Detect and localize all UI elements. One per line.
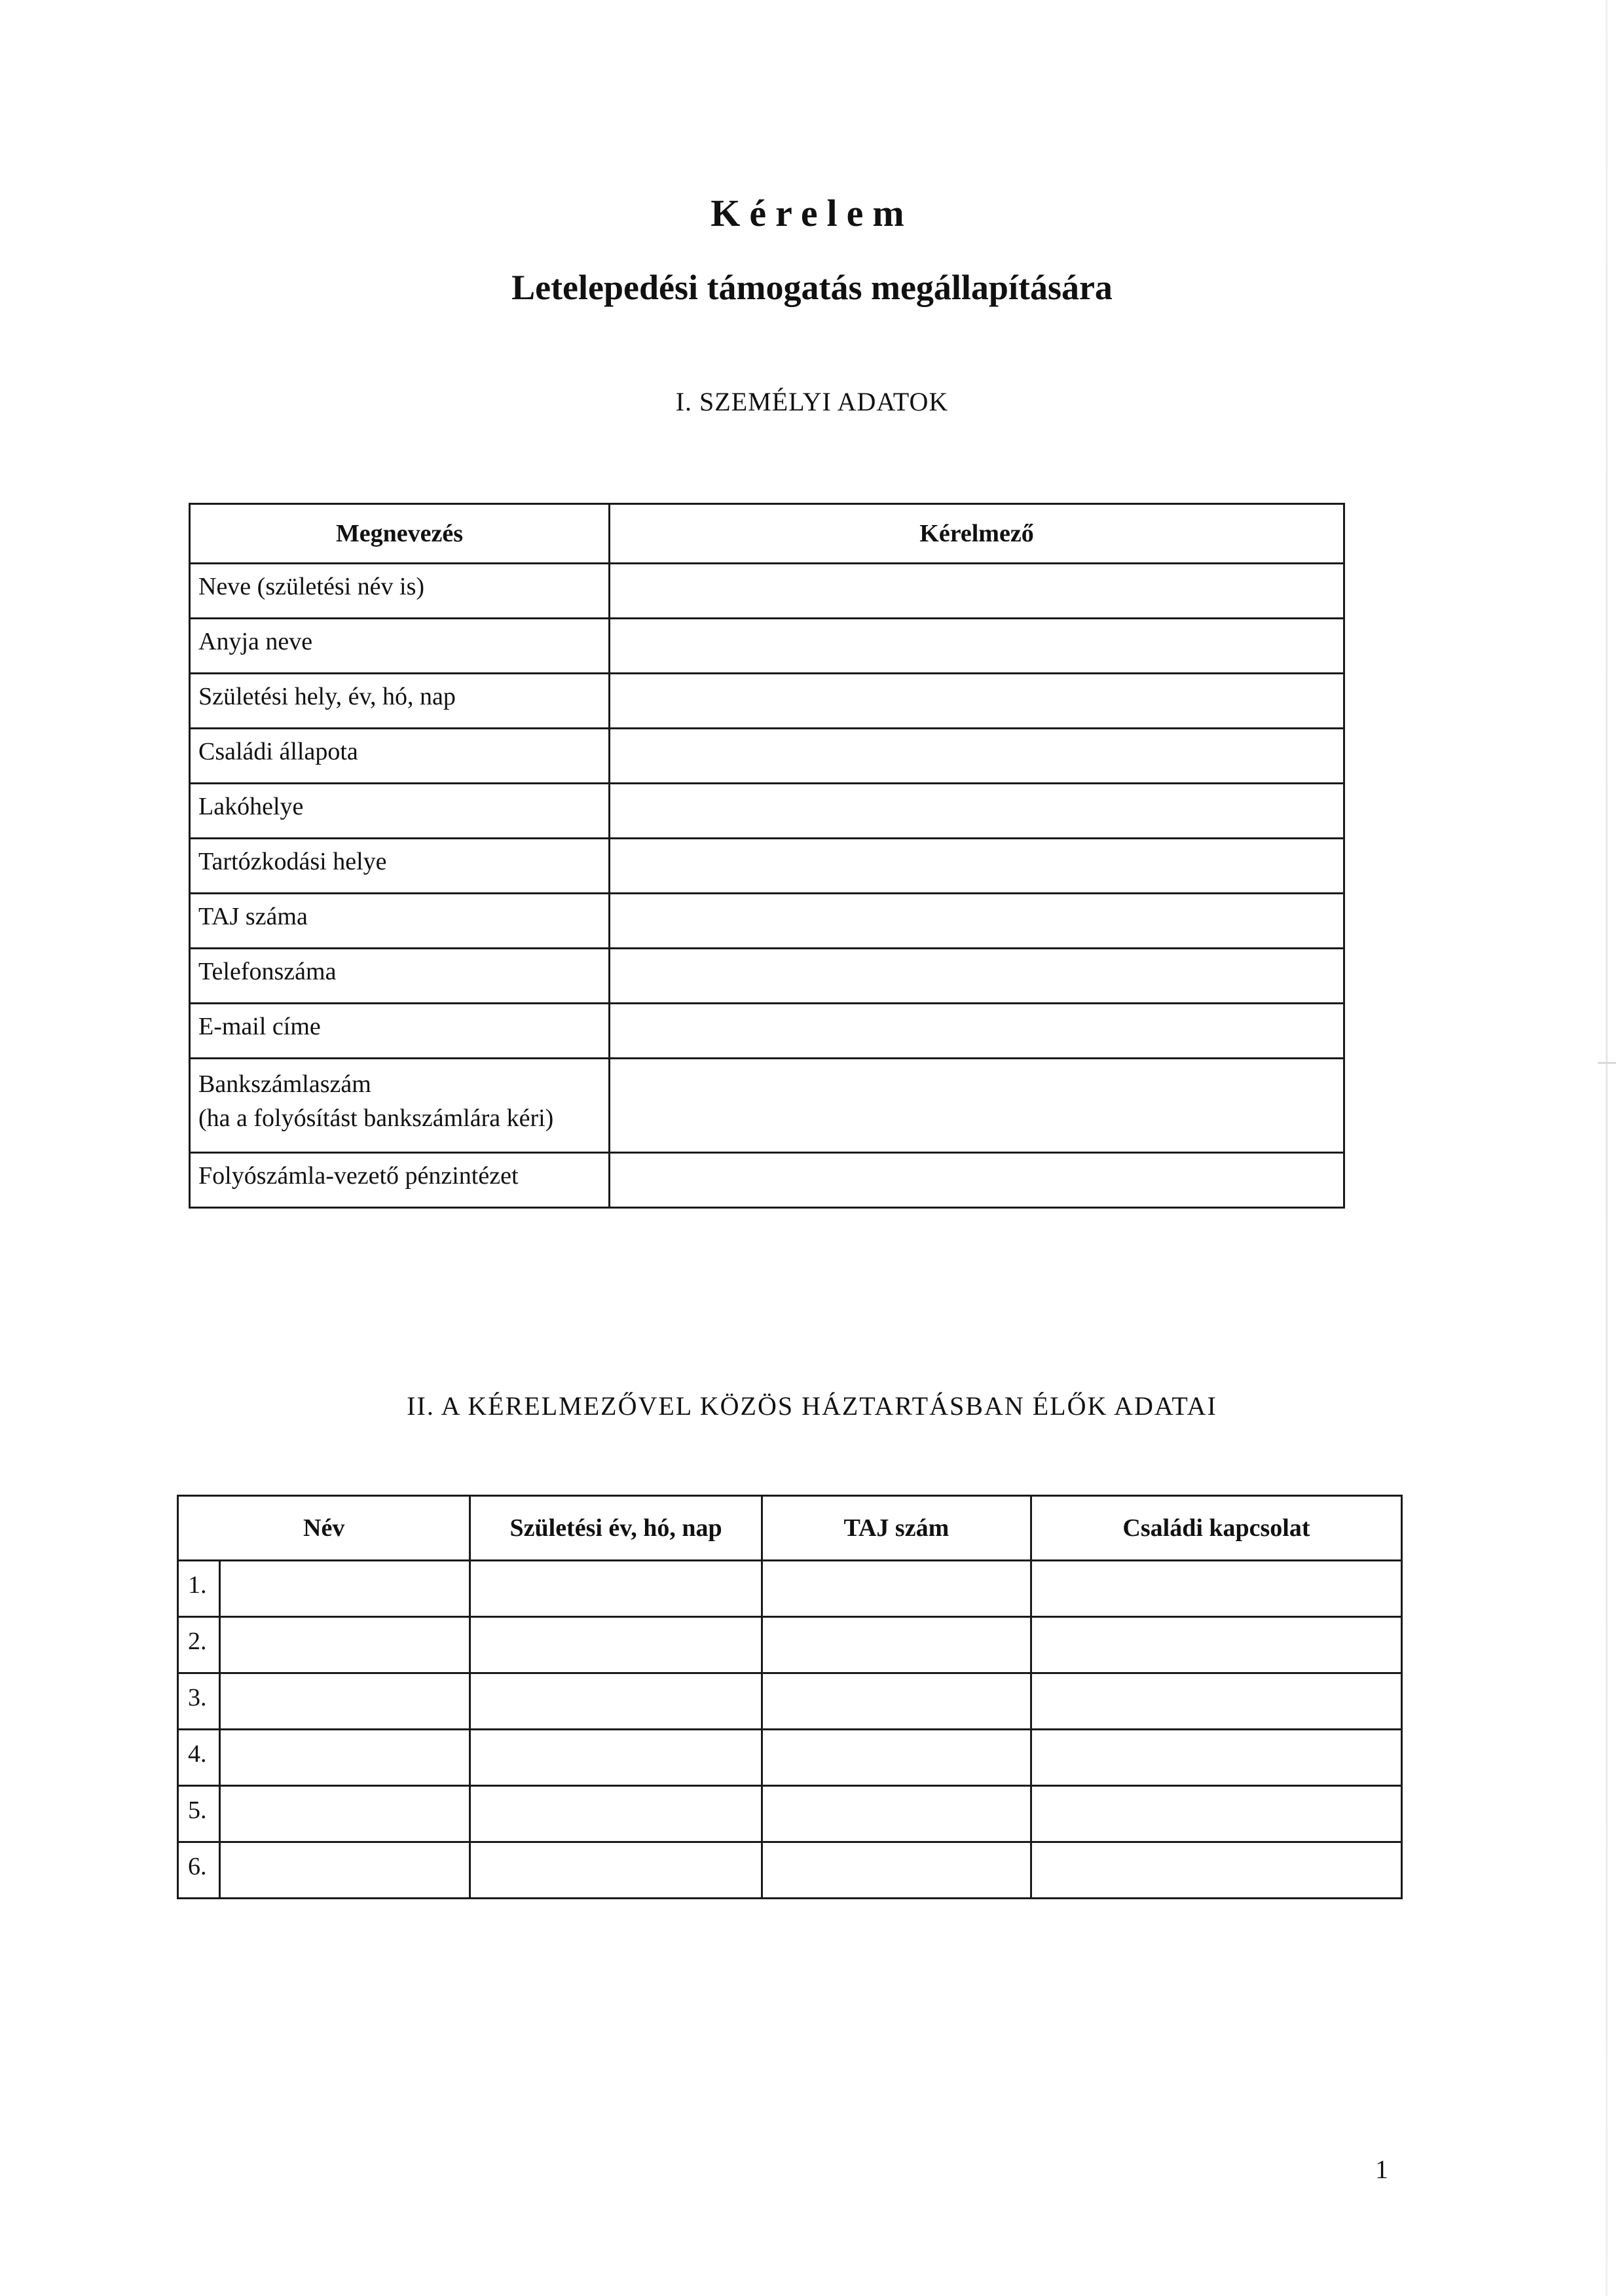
value-field[interactable] bbox=[610, 1153, 1344, 1208]
table-row bbox=[178, 1561, 1402, 1617]
value-field[interactable] bbox=[610, 674, 1344, 729]
row-label-note: (ha a folyósítást bankszámlára kéri) bbox=[198, 1104, 554, 1132]
scan-edge bbox=[1606, 0, 1608, 2296]
row-label: Neve (születési név is) bbox=[190, 564, 610, 619]
birth-field[interactable] bbox=[470, 1842, 762, 1899]
row-label: Anyja neve bbox=[190, 619, 610, 674]
section2-heading: II. A KÉRELMEZŐVEL KÖZÖS HÁZTARTÁSBAN ÉLŐK ADATAI bbox=[407, 1391, 1217, 1421]
relation-field[interactable] bbox=[1031, 1561, 1401, 1617]
row-number: 6. bbox=[178, 1842, 220, 1899]
value-field[interactable] bbox=[610, 564, 1344, 619]
taj-field[interactable] bbox=[762, 1673, 1031, 1730]
row-label: Bankszámlaszám bbox=[198, 1070, 371, 1098]
relation-field[interactable] bbox=[1031, 1617, 1401, 1673]
birth-field[interactable] bbox=[470, 1617, 762, 1673]
table-row bbox=[190, 1059, 1344, 1153]
row-number: 2. bbox=[178, 1617, 220, 1673]
table-row bbox=[190, 784, 1344, 839]
value-field[interactable] bbox=[610, 839, 1344, 894]
value-field[interactable] bbox=[610, 619, 1344, 674]
row-label: E-mail címe bbox=[190, 1004, 610, 1059]
scan-mark bbox=[1598, 1062, 1616, 1064]
row-label: TAJ száma bbox=[190, 894, 610, 949]
header-name: Név bbox=[178, 1496, 470, 1561]
table-header-row bbox=[178, 1496, 1402, 1561]
row-label-bank bbox=[190, 1059, 610, 1153]
row-label: Családi állapota bbox=[190, 729, 610, 784]
table-row bbox=[190, 894, 1344, 949]
birth-field[interactable] bbox=[470, 1561, 762, 1617]
row-label: Telefonszáma bbox=[190, 949, 610, 1004]
birth-field[interactable] bbox=[470, 1673, 762, 1730]
table-row bbox=[190, 949, 1344, 1004]
taj-field[interactable] bbox=[762, 1617, 1031, 1673]
relation-field[interactable] bbox=[1031, 1730, 1401, 1786]
table-row bbox=[178, 1786, 1402, 1842]
row-number: 1. bbox=[178, 1561, 220, 1617]
name-field[interactable] bbox=[220, 1730, 470, 1786]
value-field[interactable] bbox=[610, 784, 1344, 839]
name-field[interactable] bbox=[220, 1842, 470, 1899]
table-row bbox=[190, 1153, 1344, 1208]
section1-heading: I. SZEMÉLYI ADATOK bbox=[675, 387, 949, 416]
value-field[interactable] bbox=[610, 1059, 1344, 1153]
table-header-row bbox=[190, 504, 1344, 564]
personal-data-table bbox=[189, 503, 1345, 1209]
value-field[interactable] bbox=[610, 729, 1344, 784]
table-row bbox=[190, 1004, 1344, 1059]
header-applicant: Kérelmező bbox=[610, 504, 1344, 564]
table-row bbox=[190, 839, 1344, 894]
row-number: 4. bbox=[178, 1730, 220, 1786]
row-label: Születési hely, év, hó, nap bbox=[190, 674, 610, 729]
table-row bbox=[190, 564, 1344, 619]
taj-field[interactable] bbox=[762, 1730, 1031, 1786]
row-number: 3. bbox=[178, 1673, 220, 1730]
table-row bbox=[178, 1842, 1402, 1899]
taj-field[interactable] bbox=[762, 1561, 1031, 1617]
header-label: Megnevezés bbox=[190, 504, 610, 564]
birth-field[interactable] bbox=[470, 1786, 762, 1842]
table-row bbox=[190, 674, 1344, 729]
document-title: Kérelem bbox=[710, 192, 913, 234]
birth-field[interactable] bbox=[470, 1730, 762, 1786]
table-row bbox=[190, 729, 1344, 784]
value-field[interactable] bbox=[610, 1004, 1344, 1059]
relation-field[interactable] bbox=[1031, 1673, 1401, 1730]
table-row bbox=[190, 619, 1344, 674]
row-label: Tartózkodási helye bbox=[190, 839, 610, 894]
value-field[interactable] bbox=[610, 894, 1344, 949]
taj-field[interactable] bbox=[762, 1842, 1031, 1899]
row-number: 5. bbox=[178, 1786, 220, 1842]
value-field[interactable] bbox=[610, 949, 1344, 1004]
table-row bbox=[178, 1617, 1402, 1673]
name-field[interactable] bbox=[220, 1786, 470, 1842]
name-field[interactable] bbox=[220, 1617, 470, 1673]
relation-field[interactable] bbox=[1031, 1786, 1401, 1842]
header-taj: TAJ szám bbox=[762, 1496, 1031, 1561]
relation-field[interactable] bbox=[1031, 1842, 1401, 1899]
taj-field[interactable] bbox=[762, 1786, 1031, 1842]
document-subtitle: Letelepedési támogatás megállapítására bbox=[511, 268, 1113, 307]
row-label: Lakóhelye bbox=[190, 784, 610, 839]
header-birth: Születési év, hó, nap bbox=[470, 1496, 762, 1561]
name-field[interactable] bbox=[220, 1673, 470, 1730]
name-field[interactable] bbox=[220, 1561, 470, 1617]
row-label: Folyószámla-vezető pénzintézet bbox=[190, 1153, 610, 1208]
table-row bbox=[178, 1730, 1402, 1786]
header-relation: Családi kapcsolat bbox=[1031, 1496, 1401, 1561]
table-row bbox=[178, 1673, 1402, 1730]
household-members-table bbox=[177, 1495, 1403, 1899]
page-number: 1 bbox=[1375, 2155, 1388, 2184]
